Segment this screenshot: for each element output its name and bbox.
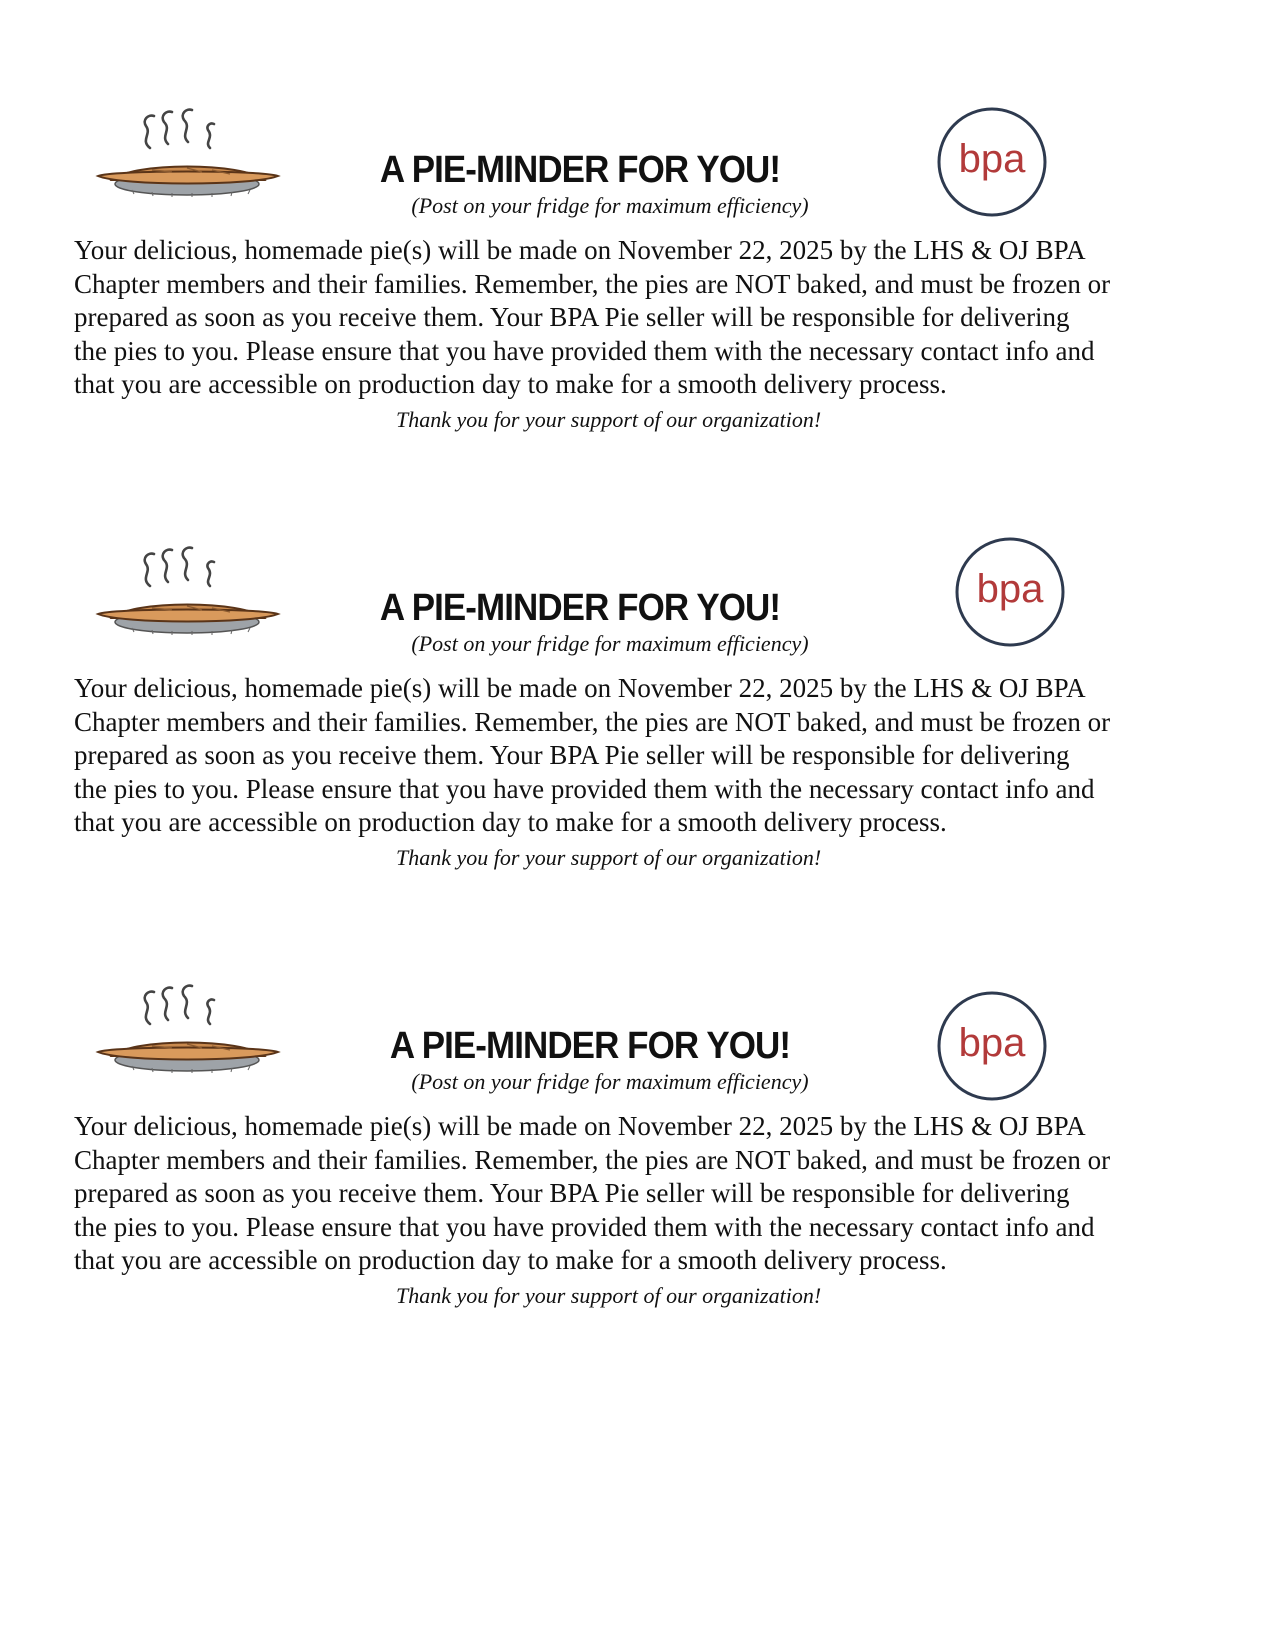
pie-reminder-card: [0, 972, 1275, 1332]
card-subtitle: (Post on your fridge for maximum efficiency): [411, 1069, 809, 1094]
body-line: the pies to you. Please ensure that you have provided them with the necessary contact info and: [74, 335, 1095, 366]
body-line: that you are accessible on production day to make for a smooth delivery process.: [74, 1245, 947, 1275]
bpa-logo-text: bpa: [958, 137, 1026, 181]
steaming-pie-icon: [92, 104, 282, 204]
card-body: [74, 1110, 1214, 1278]
thank-you-note: Thank you for your support of our organization!: [396, 1283, 822, 1308]
body-line: that you are accessible on production day to make for a smooth delivery process.: [74, 369, 947, 399]
body-line: prepared as soon as you receive them. Your BPA Pie seller will be responsible for delivering: [74, 302, 1070, 332]
thank-you-note: Thank you for your support of our organization!: [396, 407, 822, 432]
card-body: [74, 672, 1214, 840]
body-line: Your delicious, homemade pie(s) will be made on November 22, 2025 by the LHS & OJ BPA: [74, 673, 1086, 703]
body-line: the pies to you. Please ensure that you have provided them with the necessary contact info and: [74, 773, 1095, 804]
body-line: Your delicious, homemade pie(s) will be made on November 22, 2025 by the LHS & OJ BPA: [74, 1111, 1086, 1141]
bpa-logo-text: bpa: [958, 1021, 1026, 1065]
bpa-logo-icon: [936, 106, 1048, 218]
body-line: Chapter members and their families. Remember, the pies are NOT baked, and must be frozen or: [74, 706, 1111, 737]
steaming-pie-icon: [92, 542, 282, 642]
steaming-pie-icon: [92, 980, 282, 1080]
card-body: [74, 234, 1214, 402]
bpa-logo-icon: [954, 536, 1066, 648]
pie-reminder-card: [0, 96, 1275, 456]
bpa-logo-text: bpa: [976, 567, 1044, 611]
card-subtitle: (Post on your fridge for maximum efficiency): [411, 193, 809, 218]
bpa-logo-icon: [936, 990, 1048, 1102]
body-line: that you are accessible on production day to make for a smooth delivery process.: [74, 807, 947, 837]
card-title: A PIE-MINDER FOR YOU!: [379, 149, 781, 191]
pie-reminder-card: [0, 534, 1275, 894]
body-line: prepared as soon as you receive them. Your BPA Pie seller will be responsible for delivering: [74, 1178, 1070, 1208]
card-title: A PIE-MINDER FOR YOU!: [389, 1025, 791, 1067]
body-line: Your delicious, homemade pie(s) will be made on November 22, 2025 by the LHS & OJ BPA: [74, 235, 1086, 265]
body-line: Chapter members and their families. Remember, the pies are NOT baked, and must be frozen or: [74, 1144, 1111, 1175]
card-subtitle: (Post on your fridge for maximum efficiency): [411, 631, 809, 656]
thank-you-note: Thank you for your support of our organization!: [396, 845, 822, 870]
body-line: Chapter members and their families. Remember, the pies are NOT baked, and must be frozen or: [74, 268, 1111, 299]
card-title: A PIE-MINDER FOR YOU!: [379, 587, 781, 629]
body-line: the pies to you. Please ensure that you have provided them with the necessary contact info and: [74, 1211, 1095, 1242]
body-line: prepared as soon as you receive them. Your BPA Pie seller will be responsible for delivering: [74, 740, 1070, 770]
